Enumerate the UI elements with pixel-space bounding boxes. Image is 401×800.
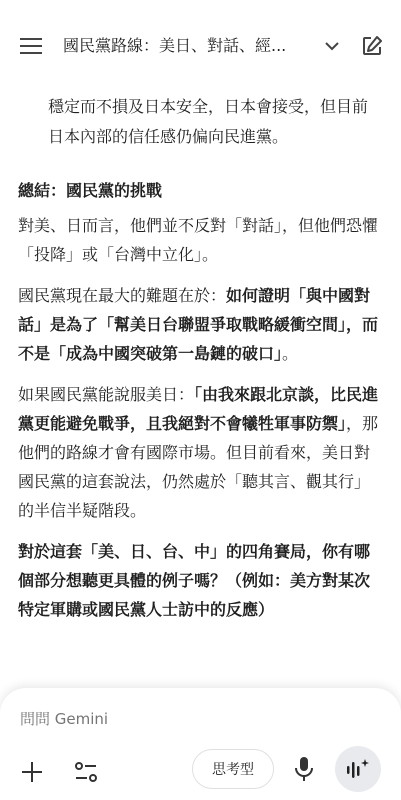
- edit-icon: [361, 35, 383, 57]
- live-icon: [345, 757, 371, 781]
- prompt-input[interactable]: 問問 Gemini: [20, 710, 109, 728]
- app-header: [0, 0, 401, 88]
- p3-text: 如果國民黨能說服美日：: [18, 385, 195, 404]
- p2-bold: 如何證明「與中國對話」是為了「幫美日台聯盟爭取戰略緩衝空間」，而不是「成為中國突破第一島鏈的破口」: [18, 286, 379, 363]
- paragraph-1: 對美、日而言，他們並不反對「對話」，但他們恐懼「投降」或「台灣中立化」。: [18, 216, 379, 264]
- paragraph-3: [18, 380, 384, 525]
- composer: [0, 688, 401, 800]
- tools-icon: [72, 758, 100, 786]
- live-button[interactable]: [335, 746, 381, 792]
- p3-bold: 「由我來跟北京談，比民進黨更能避免戰爭，且我絕對不會犧牲軍事防禦」: [18, 385, 379, 433]
- mic-button[interactable]: [284, 749, 324, 789]
- conversation-title[interactable]: 國民黨路線：美日、對話、經...: [63, 36, 287, 55]
- new-chat-button[interactable]: [358, 32, 386, 60]
- tools-button[interactable]: [72, 758, 100, 786]
- follow-up-question: 對於這套「美、日、台、中」的四角賽局，你有哪個部分想聽更具體的例子嗎？（例如：美方對某次特定軍購或國民黨人士訪中的反應）: [18, 542, 371, 619]
- p3-suffix: ，那他們的路線才會有國際市場。但目前看來，美日對國民黨的這套說法，仍然處於「聽其言、觀其行」的半信半疑階段。: [18, 414, 379, 520]
- title-dropdown-button[interactable]: [318, 32, 346, 60]
- chevron-down-icon: [324, 41, 340, 51]
- menu-icon: [20, 37, 42, 55]
- quote-block: 穩定而不損及日本安全，日本會接受，但目前日本內部的信任感仍偏向民進黨。: [48, 97, 369, 146]
- menu-button[interactable]: [17, 32, 45, 60]
- p2-text: 國民黨現在最大的難題在於：: [18, 286, 227, 305]
- response-content: [18, 176, 384, 636]
- mic-icon: [294, 756, 314, 782]
- thinking-mode-button[interactable]: 思考型: [192, 749, 274, 789]
- summary-heading: 總結：國民黨的挑戰: [18, 181, 163, 200]
- p2-suffix: 。: [282, 344, 299, 363]
- add-button[interactable]: [18, 758, 46, 786]
- paragraph-2: [18, 281, 384, 368]
- plus-icon: [18, 758, 46, 786]
